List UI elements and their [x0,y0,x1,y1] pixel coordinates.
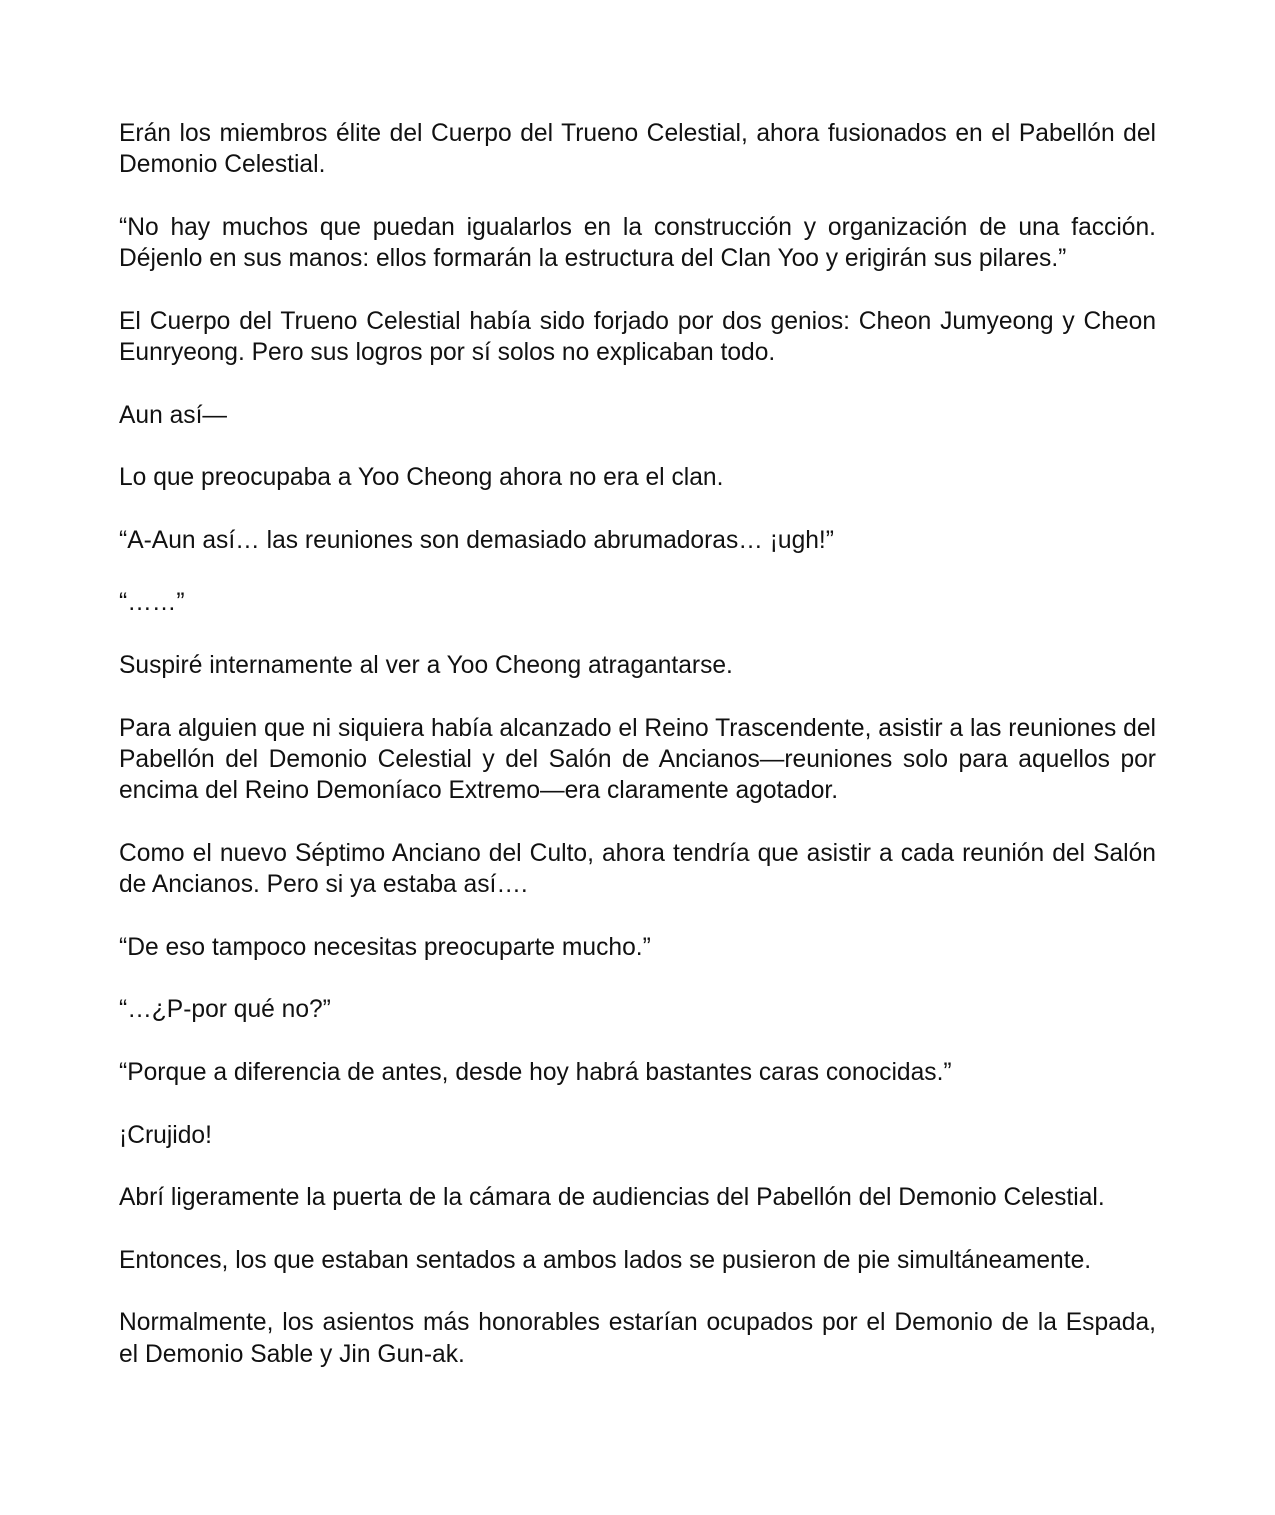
paragraph: ¡Crujido! [119,1121,212,1149]
paragraph: Entonces, los que estaban sentados a ambos lados se pusieron de pie simultáneamente. [119,1246,1092,1274]
paragraph: Suspiré internamente al ver a Yoo Cheong atragantarse. [119,652,733,680]
paragraph: “No hay muchos que puedan igualarlos en la construcción y organización de una facción. Déjenlo en sus manos: ellos formarán la estructura del Clan Yoo y erigirán sus pilares.” [119,213,1156,273]
paragraph: “A-Aun así… las reuniones son demasiado abrumadoras… ¡ugh!” [119,526,834,554]
paragraph: Erán los miembros élite del Cuerpo del Trueno Celestial, ahora fusionados en el Pabellón del Demonio Celestial. [119,120,1156,179]
paragraph: “Porque a diferencia de antes, desde hoy habrá bastantes caras conocidas.” [119,1058,952,1086]
paragraph: “…¿P-por qué no?” [119,996,331,1024]
paragraph: Para alguien que ni siquiera había alcanzado el Reino Trascendente, asistir a las reuniones del Pabellón del Demonio Celestial y del Salón de Ancianos—reuniones solo para aquellos por encima del Reino Demoníaco Extremo—era claramente agotador. [119,714,1156,805]
paragraph: “……” [119,589,185,617]
paragraph: “De eso tampoco necesitas preocuparte mucho.” [119,933,651,961]
paragraph: El Cuerpo del Trueno Celestial había sido forjado por dos genios: Cheon Jumyeong y Cheon Eunryeong. Pero sus logros por sí solos no explicaban todo. [119,307,1156,367]
paragraph: Normalmente, los asientos más honorables estarían ocupados por el Demonio de la Espada, el Demonio Sable y Jin Gun-ak. [119,1309,1156,1368]
paragraph: Aun así— [119,401,227,429]
paragraph: Abrí ligeramente la puerta de la cámara de audiencias del Pabellón del Demonio Celestial. [119,1184,1105,1212]
document-page [119,118,1156,1370]
paragraph: Como el nuevo Séptimo Anciano del Culto, ahora tendría que asistir a cada reunión del Salón de Ancianos. Pero si ya estaba así…. [119,839,1156,899]
paragraph: Lo que preocupaba a Yoo Cheong ahora no era el clan. [119,464,724,492]
